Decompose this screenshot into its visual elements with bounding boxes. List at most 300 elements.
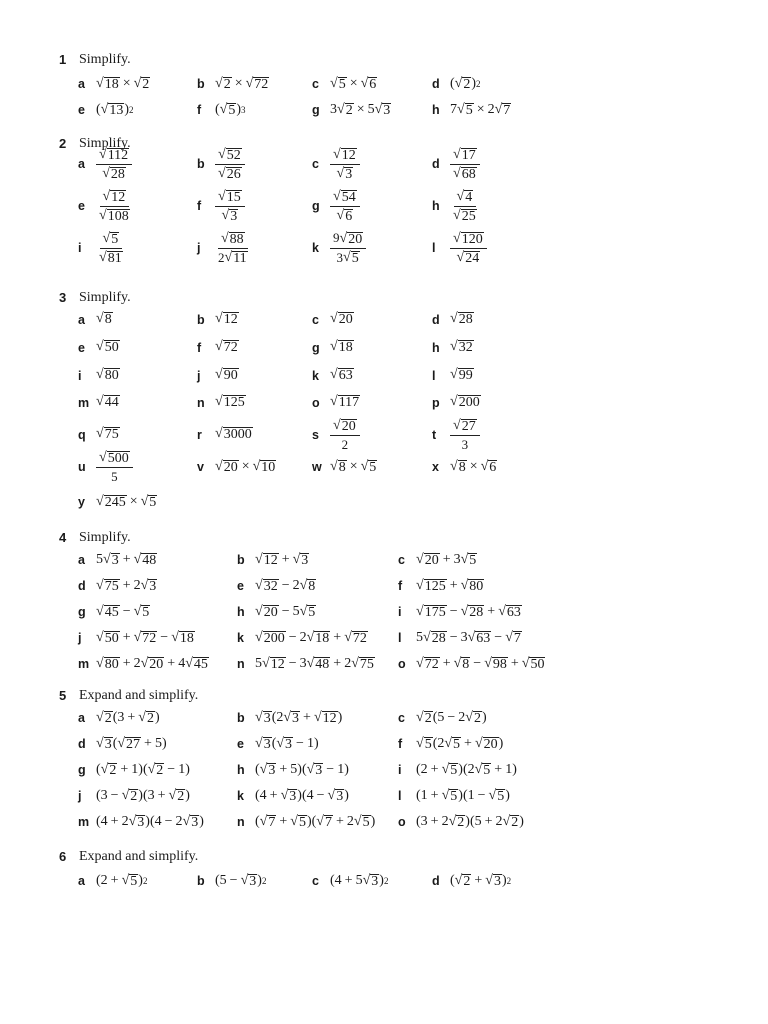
math-expression: [96, 340, 120, 355]
radical: √ 3: [255, 735, 271, 752]
question-title: Simplify.: [79, 136, 131, 151]
radical: √ 117: [330, 394, 360, 410]
math-expression: ( √ 3 + 5 ) ( √ 3 − 1 ): [255, 761, 349, 778]
math-expression: √ 20 − 5 √ 5: [255, 603, 316, 620]
item-label: y: [78, 495, 85, 509]
radical: √ 12: [262, 655, 285, 672]
radical: √ 20: [215, 458, 238, 475]
radical: √ 125: [215, 394, 245, 410]
radical: √ 18: [171, 629, 194, 646]
radical: √ 72: [344, 629, 367, 646]
radical: √ 20: [330, 311, 353, 327]
radical: √ 27: [117, 735, 141, 752]
radical: √ 52: [218, 146, 241, 163]
radical: √ 3: [96, 735, 112, 752]
math-expression: √ 72 + √ 8 − √ 98 + √ 50: [416, 655, 545, 672]
radical: √ 5: [299, 603, 316, 620]
item-label: a: [78, 312, 85, 327]
radical: √ 2: [100, 761, 117, 778]
math-expression: √ 200 − 2 √ 18 + √ 72: [255, 629, 367, 646]
radical: √ 200: [255, 629, 285, 646]
math-expression: [96, 312, 113, 327]
radical: √ 45: [185, 655, 208, 672]
math-expression: √ 125 + √ 80: [416, 577, 484, 594]
radical: √ 3000: [215, 426, 252, 442]
radical: √ 3: [283, 709, 300, 726]
radical: √ 2: [147, 761, 164, 778]
math-expression: [450, 312, 474, 327]
math-expression: ( √ 2 + 1 ) ( √ 2 − 1 ): [96, 761, 190, 778]
fraction: √ 500 5: [96, 449, 133, 485]
radical: √ 2: [448, 813, 465, 830]
math-expression: [215, 427, 253, 442]
radical: √ 2: [133, 75, 150, 92]
question-title: Simplify.: [79, 530, 131, 545]
math-expression: [96, 188, 133, 224]
math-expression: [96, 146, 132, 182]
item-label: g: [312, 340, 320, 355]
item-label: e: [78, 340, 85, 355]
item-label: f: [398, 737, 403, 751]
radical: √ 48: [306, 655, 330, 672]
math-expression: 5 √ 28 − 3 √ 63 − √ 7: [416, 629, 521, 646]
fraction: √ 88 2 √ 11: [218, 230, 247, 267]
radical: √ 2: [454, 872, 471, 889]
question-title: Simplify.: [79, 290, 131, 305]
fraction: [330, 188, 360, 224]
math-expression: √ 8 × √ 5: [330, 458, 377, 475]
radical: √ 7: [316, 813, 332, 830]
item-label: m: [78, 657, 90, 671]
radical: √ 2: [138, 709, 154, 726]
radical: √ 2: [416, 709, 432, 726]
radical: √ 18: [330, 339, 353, 355]
radical: √ 10: [252, 458, 276, 475]
item-label: a: [78, 77, 85, 91]
radical: √ 5: [219, 101, 236, 118]
radical: √ 75: [351, 655, 374, 672]
math-expression: [330, 188, 360, 224]
fraction: [450, 146, 480, 182]
item-label: h: [432, 103, 440, 117]
radical: √ 245: [96, 493, 126, 510]
radical: √ 120: [453, 230, 483, 247]
radical: √ 28: [423, 629, 446, 646]
radical: √ 500: [99, 449, 129, 466]
radical: √ 8: [330, 458, 346, 475]
radical: √ 88: [220, 230, 244, 247]
radical: √ 50: [96, 629, 119, 646]
item-label: b: [197, 157, 205, 171]
radical: √ 28: [460, 603, 484, 620]
radical: √ 12: [215, 311, 238, 327]
item-label: w: [312, 460, 322, 474]
item-label: e: [78, 199, 85, 213]
item-label: p: [432, 395, 440, 410]
math-expression: [215, 230, 251, 266]
question-title: Expand and simplify.: [79, 688, 199, 703]
radical: √ 12: [313, 709, 337, 726]
math-expression: √ 5 × √ 6: [330, 75, 377, 92]
question-number: 1: [59, 52, 67, 67]
radical: √ 18: [306, 629, 330, 646]
item-label: s: [312, 428, 319, 442]
item-label: e: [237, 737, 244, 751]
item-label: v: [197, 460, 204, 474]
radical: √ 72: [133, 629, 157, 646]
radical: √ 17: [453, 146, 476, 163]
radical: √ 5: [360, 458, 377, 475]
item-label: b: [197, 312, 205, 327]
math-expression: [330, 312, 354, 327]
radical: √ 20: [333, 417, 356, 434]
item-label: f: [197, 103, 202, 117]
math-expression: [215, 312, 239, 327]
math-expression: ( 4 + 2 √ 3 ) ( 4 − 2 √ 3 ): [96, 813, 204, 830]
math-expression: √ 18 × √ 2: [96, 75, 150, 92]
item-label: n: [237, 815, 245, 829]
radical: √ 20: [339, 230, 363, 247]
radical: √ 2: [454, 75, 471, 92]
item-label: l: [398, 631, 402, 645]
radical: √ 3: [240, 872, 257, 889]
math-expression: [450, 146, 480, 182]
math-expression: √ 20 + 3 √ 5: [416, 551, 477, 568]
math-expression: [330, 230, 366, 266]
radical: √ 2: [502, 813, 519, 830]
item-label: o: [398, 815, 406, 829]
item-label: i: [78, 241, 82, 255]
item-label: c: [312, 874, 319, 888]
math-expression: √ 45 − √ 5: [96, 603, 150, 620]
radical: √ 20: [474, 735, 498, 752]
radical: √ 3: [255, 709, 271, 726]
item-label: d: [432, 874, 440, 888]
question-title: Simplify.: [79, 52, 131, 67]
math-expression: √ 50 + √ 72 − √ 18: [96, 629, 194, 646]
item-label: a: [78, 157, 85, 171]
math-expression: [330, 395, 360, 410]
math-expression: ( 5 − √ 3 ) 2: [215, 872, 267, 889]
radical: √ 32: [255, 577, 278, 594]
item-label: k: [237, 631, 244, 645]
math-expression: [215, 368, 239, 383]
math-expression: [450, 340, 474, 355]
radical: √ 11: [224, 250, 247, 267]
math-expression: √ 20 × √ 10: [215, 458, 276, 475]
item-label: k: [312, 241, 319, 255]
math-expression: √ 2 × √ 72: [215, 75, 269, 92]
math-expression: 7 √ 5 × 2 √ 7: [450, 101, 511, 118]
radical: √ 63: [330, 367, 353, 383]
math-expression: √ 2 ( 3 + √ 2 ): [96, 709, 160, 726]
radical: √ 72: [215, 339, 238, 355]
item-label: f: [197, 340, 202, 355]
radical: √ 3: [280, 787, 297, 804]
math-expression: [96, 427, 120, 442]
radical: √ 5: [460, 551, 477, 568]
radical: √ 2: [465, 709, 481, 726]
radical: √ 2: [337, 101, 353, 118]
radical: √ 108: [99, 208, 129, 225]
radical: √ 7: [259, 813, 276, 830]
item-label: b: [197, 77, 205, 91]
item-label: h: [237, 605, 245, 619]
radical: √ 175: [416, 603, 446, 620]
item-label: x: [432, 460, 439, 474]
fraction: [450, 188, 480, 224]
radical: √ 48: [133, 551, 157, 568]
radical: √ 8: [453, 655, 470, 672]
item-label: a: [78, 874, 85, 888]
item-label: o: [312, 395, 320, 410]
math-expression: [96, 230, 126, 266]
radical: √ 99: [450, 367, 473, 383]
radical: √ 32: [450, 339, 473, 355]
radical: √ 5: [330, 75, 346, 92]
radical: √ 68: [453, 166, 476, 183]
radical: √ 3: [292, 551, 309, 568]
item-label: c: [312, 77, 319, 91]
radical: √ 4: [456, 188, 473, 205]
radical: √ 18: [96, 75, 119, 92]
item-label: l: [398, 789, 402, 803]
radical: √ 5: [474, 761, 491, 778]
radical: √ 7: [505, 629, 521, 646]
math-expression: √ 3 ( √ 27 + 5 ): [96, 735, 167, 752]
radical: √ 12: [333, 146, 356, 163]
radical: √ 8: [299, 577, 316, 594]
radical: √ 3: [374, 101, 391, 118]
math-expression: √ 12 + √ 3: [255, 551, 309, 568]
radical: √ 125: [416, 577, 446, 594]
radical: √ 13: [100, 101, 124, 118]
fraction: [450, 230, 487, 266]
math-expression: √ 8 × √ 6: [450, 458, 497, 475]
fraction: [96, 146, 132, 182]
item-label: e: [237, 579, 244, 593]
item-label: k: [237, 789, 244, 803]
math-expression: [450, 417, 480, 453]
math-expression: ( 3 − √ 2 ) ( 3 + √ 2 ): [96, 787, 190, 804]
question-number: 4: [59, 530, 67, 545]
item-label: f: [398, 579, 403, 593]
item-label: j: [197, 241, 201, 255]
item-label: r: [197, 427, 202, 442]
math-expression: [96, 395, 120, 410]
radical: √ 63: [498, 603, 521, 620]
item-label: n: [197, 395, 205, 410]
math-expression: ( 2 + √ 5 ) ( 2 √ 5 + 1 ): [416, 761, 517, 778]
fraction: [96, 230, 126, 266]
radical: √ 54: [333, 188, 356, 205]
math-expression: ( 2 + √ 5 ) 2: [96, 872, 148, 889]
fraction: √ 27 3: [450, 417, 480, 453]
item-label: i: [398, 605, 402, 619]
radical: √ 20: [140, 655, 164, 672]
radical: √ 112: [99, 146, 129, 163]
item-label: l: [432, 368, 436, 383]
item-label: e: [78, 103, 85, 117]
question-number: 5: [59, 688, 67, 703]
math-expression: [450, 188, 480, 224]
item-label: j: [78, 789, 82, 803]
radical: √ 3: [485, 872, 501, 889]
radical: √ 50: [96, 339, 119, 355]
radical: √ 5: [133, 603, 150, 620]
radical: √ 28: [102, 166, 125, 183]
item-label: d: [78, 579, 86, 593]
math-expression: √ 3 ( √ 3 − 1 ): [255, 735, 319, 752]
math-expression: ( √ 2 ) 2: [450, 75, 481, 92]
item-label: c: [312, 157, 319, 171]
math-expression: ( 4 + √ 3 ) ( 4 − √ 3 ): [255, 787, 349, 804]
item-label: j: [78, 631, 82, 645]
question-number: 3: [59, 290, 67, 305]
item-label: b: [197, 874, 205, 888]
math-expression: ( 4 + 5 √ 3 ) 2: [330, 872, 389, 889]
radical: √ 81: [99, 250, 122, 267]
radical: √ 28: [450, 311, 473, 327]
radical: √ 3: [140, 577, 157, 594]
item-label: m: [78, 815, 90, 829]
math-expression: [215, 188, 245, 224]
item-label: h: [237, 763, 245, 777]
item-label: a: [78, 553, 85, 567]
radical: √ 26: [218, 166, 241, 183]
radical: √ 3: [362, 872, 379, 889]
item-label: i: [78, 368, 82, 383]
radical: √ 5: [441, 787, 458, 804]
item-label: b: [237, 711, 245, 725]
math-expression: [96, 368, 120, 383]
item-label: c: [398, 711, 405, 725]
radical: √ 5: [121, 872, 138, 889]
item-label: l: [432, 241, 436, 255]
math-expression: √ 5 ( 2 √ 5 + √ 20 ): [416, 735, 504, 752]
radical: √ 5: [416, 735, 432, 752]
radical: √ 5: [457, 101, 473, 118]
item-label: d: [432, 312, 440, 327]
item-label: g: [78, 605, 86, 619]
math-expression: 5 √ 12 − 3 √ 48 + 2 √ 75: [255, 655, 374, 672]
radical: √ 5: [140, 493, 157, 510]
item-label: c: [312, 312, 319, 327]
item-label: h: [432, 340, 440, 355]
radical: √ 12: [102, 188, 126, 205]
item-label: d: [432, 77, 440, 91]
radical: √ 2: [215, 75, 231, 92]
radical: √ 75: [96, 426, 119, 442]
radical: √ 12: [255, 551, 278, 568]
fraction: 9 √ 20 3 √ 5: [330, 230, 366, 266]
fraction: [330, 146, 360, 182]
radical: √ 6: [360, 75, 377, 92]
math-expression: 3 √ 2 × 5 √ 3: [330, 101, 391, 118]
radical: √ 80: [460, 577, 484, 594]
item-label: d: [78, 737, 86, 751]
radical: √ 75: [96, 577, 119, 594]
radical: √ 27: [453, 417, 476, 434]
question-number: 2: [59, 136, 67, 151]
radical: √ 2: [168, 787, 185, 804]
math-expression: √ 175 − √ 28 + √ 63: [416, 603, 521, 620]
item-label: c: [398, 553, 405, 567]
fraction: [215, 146, 245, 182]
radical: √ 80: [96, 655, 119, 672]
item-label: o: [398, 657, 406, 671]
item-label: a: [78, 711, 85, 725]
radical: √ 24: [456, 250, 480, 267]
math-expression: ( √ 2 + √ 3 ) 2: [450, 872, 512, 889]
math-expression: ( √ 13 ) 2: [96, 101, 134, 118]
radical: √ 3: [306, 761, 323, 778]
item-label: m: [78, 395, 90, 410]
radical: √ 7: [494, 101, 511, 118]
fraction: √ 20 2: [330, 417, 360, 453]
math-expression: √ 75 + 2 √ 3: [96, 577, 157, 594]
radical: √ 5: [343, 250, 359, 267]
item-label: g: [312, 103, 320, 117]
math-expression: [330, 340, 354, 355]
radical: √ 15: [218, 188, 241, 205]
fraction: [215, 188, 245, 224]
radical: √ 3: [259, 761, 276, 778]
math-expression: ( √ 5 ) 3: [215, 101, 246, 118]
radical: √ 3: [327, 787, 344, 804]
math-expression: 5 √ 3 + √ 48: [96, 551, 157, 568]
math-expression: [330, 146, 360, 182]
item-label: b: [237, 553, 245, 567]
item-label: q: [78, 427, 86, 442]
radical: √ 98: [484, 655, 507, 672]
math-expression: ( 1 + √ 5 ) ( 1 − √ 5 ): [416, 787, 510, 804]
item-label: i: [398, 763, 402, 777]
radical: √ 5: [102, 230, 119, 247]
math-expression: [215, 340, 239, 355]
radical: √ 5: [488, 787, 505, 804]
radical: √ 45: [96, 603, 119, 620]
math-expression: ( √ 7 + √ 5 ) ( √ 7 + 2 √ 5 ): [255, 813, 376, 830]
item-label: u: [78, 460, 86, 474]
question-number: 6: [59, 849, 67, 864]
item-label: f: [197, 199, 202, 213]
radical: √ 5: [444, 735, 461, 752]
math-expression: √ 245 × √ 5: [96, 493, 157, 510]
math-expression: √ 80 + 2 √ 20 + 4 √ 45: [96, 655, 208, 672]
item-label: n: [237, 657, 245, 671]
radical: √ 8: [450, 458, 466, 475]
math-expression: [450, 395, 481, 410]
item-label: g: [312, 199, 320, 213]
question-title: Expand and simplify.: [79, 849, 199, 864]
math-expression: ( 3 + 2 √ 2 ) ( 5 + 2 √ 2 ): [416, 813, 524, 830]
math-expression: [330, 368, 354, 383]
radical: √ 3: [128, 813, 145, 830]
item-label: h: [432, 199, 440, 213]
fraction: [96, 188, 133, 224]
radical: √ 20: [416, 551, 439, 568]
radical: √ 3: [221, 208, 238, 225]
radical: √ 3: [276, 735, 293, 752]
item-label: t: [432, 428, 437, 442]
radical: √ 25: [453, 208, 476, 225]
math-expression: [330, 417, 360, 453]
item-label: k: [312, 368, 319, 383]
item-label: j: [197, 368, 201, 383]
item-label: d: [432, 157, 440, 171]
radical: √ 72: [416, 655, 439, 672]
